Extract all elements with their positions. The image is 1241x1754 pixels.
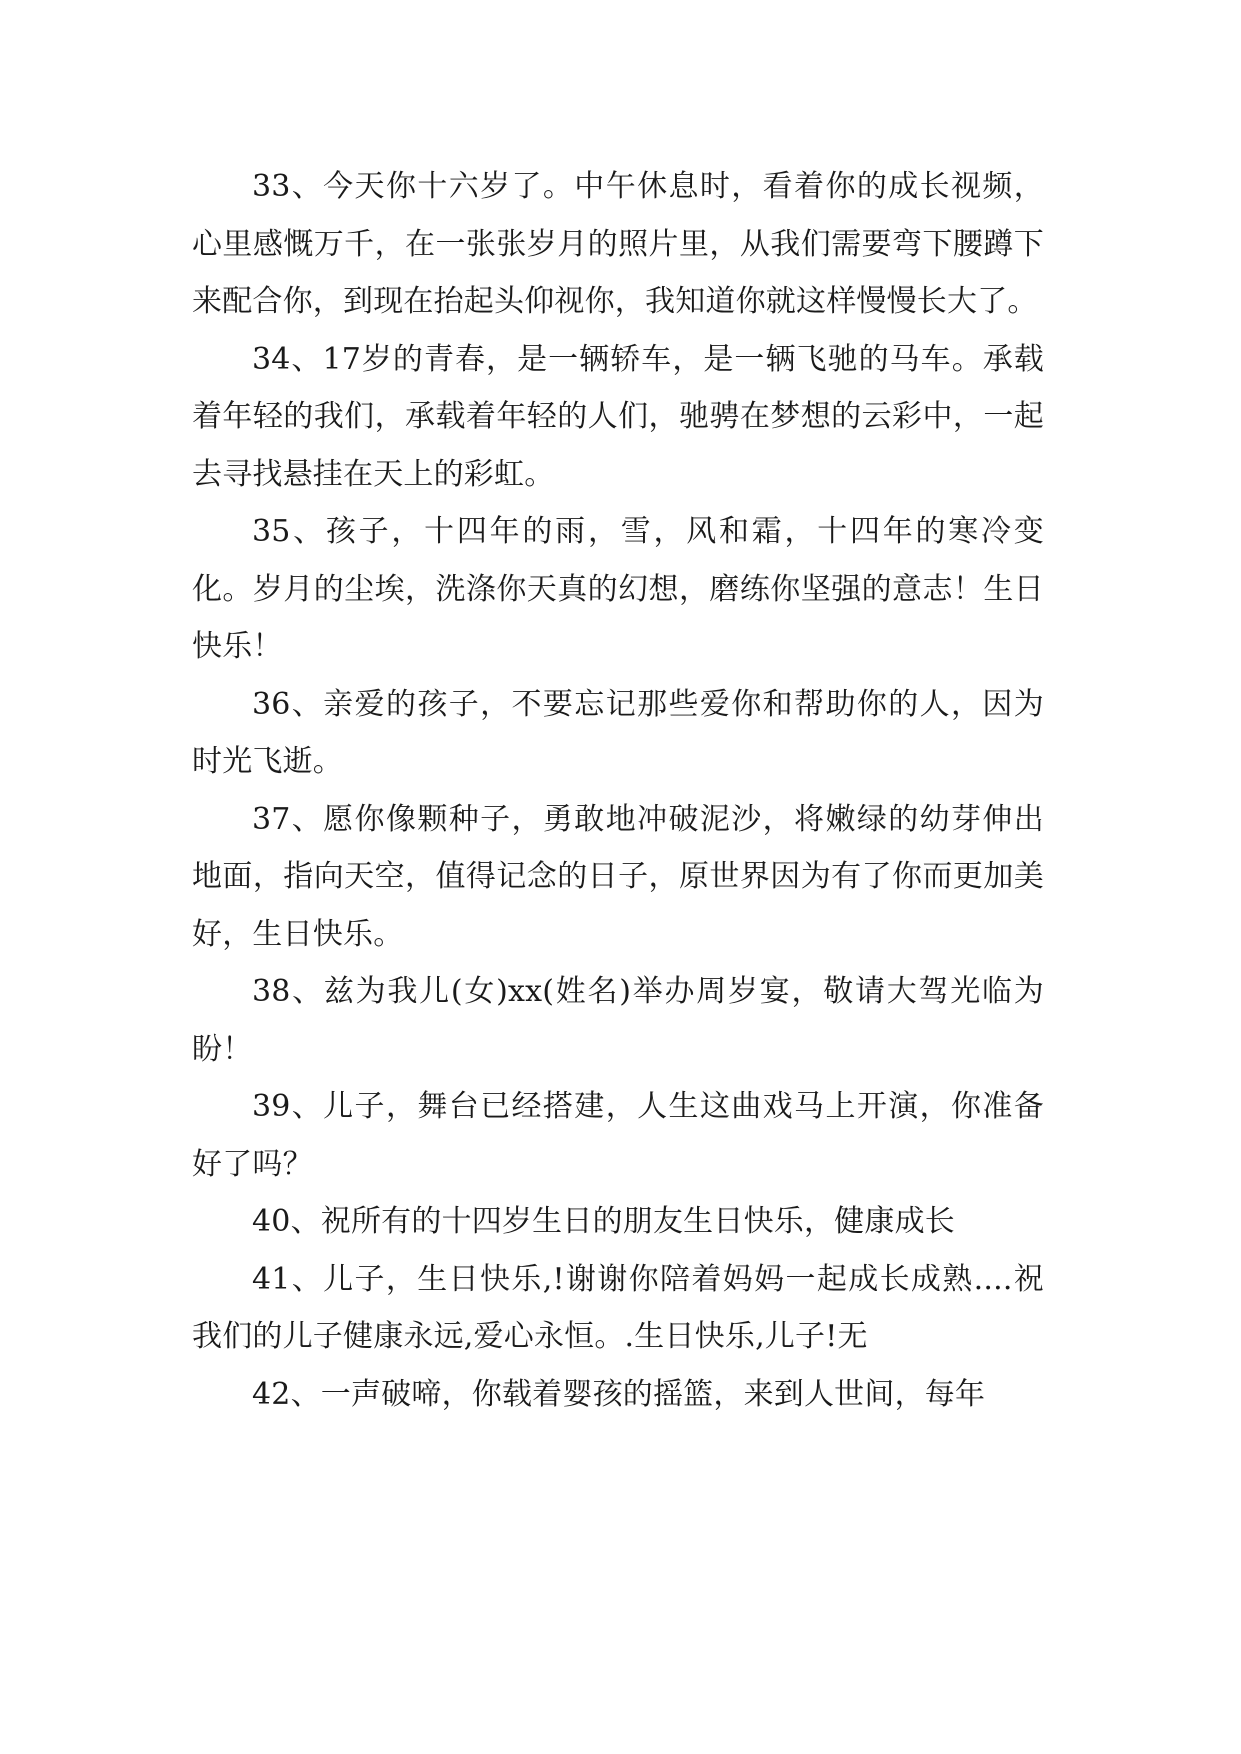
paragraph-35: 35、孩子，十四年的雨，雪，风和霜，十四年的寒冷变化。岁月的尘埃，洗涤你天真的幻想，磨练你坚强的意志！生日快乐！ — [192, 514, 1044, 664]
paragraph-39: 39、儿子，舞台已经搭建，人生这曲戏马上开演，你准备好了吗？ — [192, 1089, 1044, 1182]
paragraph-33: 33、今天你十六岁了。中午休息时，看着你的成长视频，心里感慨万千，在一张张岁月的照片里，从我们需要弯下腰蹲下来配合你，到现在抬起头仰视你，我知道你就这样慢慢长大了。 — [192, 169, 1044, 319]
paragraph-42: 42、一声破啼，你载着婴孩的摇篮，来到人世间，每年 — [252, 1376, 986, 1412]
paragraph-37: 37、愿你像颗种子，勇敢地冲破泥沙，将嫩绿的幼芽伸出地面，指向天空，值得记念的日子，原世界因为有了你而更加美好，生日快乐。 — [192, 801, 1044, 952]
paragraph-36: 36、亲爱的孩子，不要忘记那些爱你和帮助你的人，因为时光飞逝。 — [192, 686, 1044, 779]
paragraph-38: 38、兹为我儿(女)xx(姓名)举办周岁宴，敬请大驾光临为盼！ — [192, 974, 1044, 1067]
paragraph-40: 40、祝所有的十四岁生日的朋友生日快乐，健康成长 — [252, 1204, 955, 1239]
paragraph-34: 34、17岁的青春，是一辆轿车，是一辆飞驰的马车。承载着年轻的我们，承载着年轻的人们，驰骋在梦想的云彩中，一起去寻找悬挂在天上的彩虹。 — [192, 341, 1044, 492]
document-body — [192, 158, 1044, 1423]
paragraph-41: 41、儿子，生日快乐,!谢谢你陪着妈妈一起成长成熟....祝我们的儿子健康永远,爱心永恒。.生日快乐,儿子!无 — [192, 1261, 1044, 1354]
